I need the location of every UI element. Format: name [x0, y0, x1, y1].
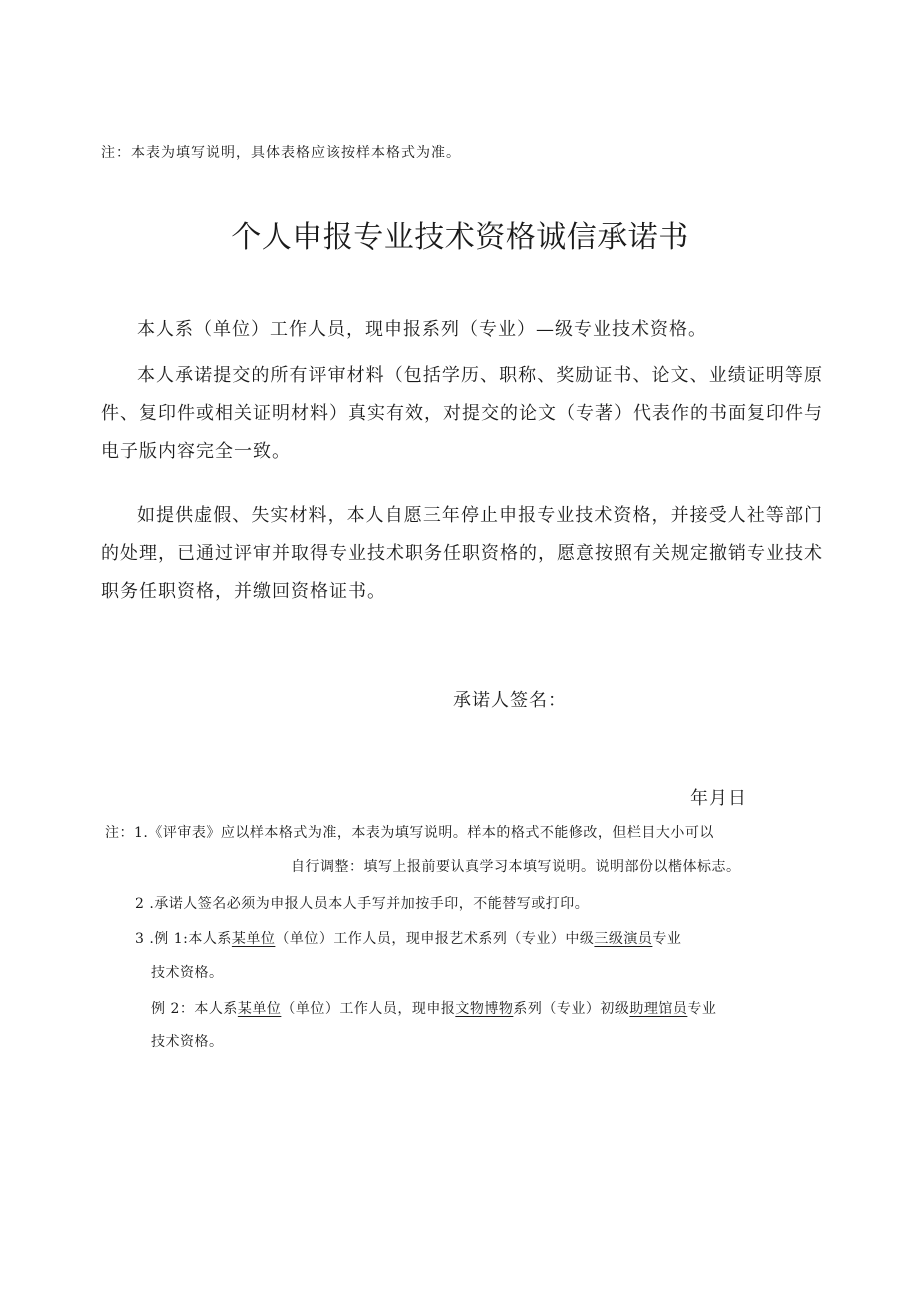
- example-2-prefix: 例 2：本人系: [151, 1001, 238, 1017]
- example-1-prefix: 3 .例 1:本人系: [135, 931, 232, 947]
- note-3-example-1-line-2: 技术资格。: [151, 965, 224, 981]
- note-2: 2 .承诺人签名必须为申报人员本人手写并加按手印，不能替写或打印。: [135, 896, 590, 912]
- example-1-title: 三级演员: [594, 931, 653, 947]
- paragraph-false-material-consequence: 如提供虚假、失实材料，本人自愿三年停止申报专业技术资格，并接受人社等部门的处理，已通过评审并取得专业技术职务任职资格的，愿意按照有关规定撤销专业技术职务任职资格，并缴回资格证书。: [101, 505, 823, 602]
- paragraph-unit-statement: 本人系（单位）工作人员，现申报系列（专业）—级专业技术资格。: [137, 319, 707, 340]
- example-2-suffix: 专业: [687, 1001, 717, 1017]
- note-1-line-2: 自行调整：填写上报前要认真学习本填写说明。说明部份以楷体标志。: [291, 859, 741, 875]
- note-3-example-1: [135, 928, 681, 948]
- page-title: 个人申报专业技术资格诚信承诺书: [231, 220, 689, 255]
- example-2-middle-2: 系列（专业）初级: [513, 1001, 630, 1017]
- signature-label: 承诺人签名：: [453, 690, 567, 711]
- example-2-unit: 某单位: [237, 1001, 282, 1017]
- note-3-example-2: [151, 998, 716, 1018]
- example-1-middle: （单位）工作人员，现申报艺术系列（专业）中级: [275, 931, 595, 947]
- example-2-middle-1: （单位）工作人员，现申报: [281, 1001, 456, 1017]
- note-3-example-2-line-2: 技术资格。: [151, 1034, 224, 1050]
- top-note: 注：本表为填写说明，具体表格应该按样本格式为准。: [101, 145, 461, 161]
- example-1-suffix: 专业: [652, 931, 682, 947]
- example-1-unit: 某单位: [231, 931, 276, 947]
- example-2-series: 文物博物: [455, 1001, 514, 1017]
- date-label: 年月日: [690, 788, 747, 809]
- paragraph-materials-pledge: 本人承诺提交的所有评审材料（包括学历、职称、奖励证书、论文、业绩证明等原件、复印件或相关证明材料）真实有效，对提交的论文（专著）代表作的书面复印件与电子版内容完全一致。: [101, 365, 823, 462]
- example-2-title: 助理馆员: [629, 1001, 688, 1017]
- note-1-line-1: 注：1.《评审表》应以样本格式为准，本表为填写说明。样本的格式不能修改，但栏目大小可以: [105, 825, 714, 841]
